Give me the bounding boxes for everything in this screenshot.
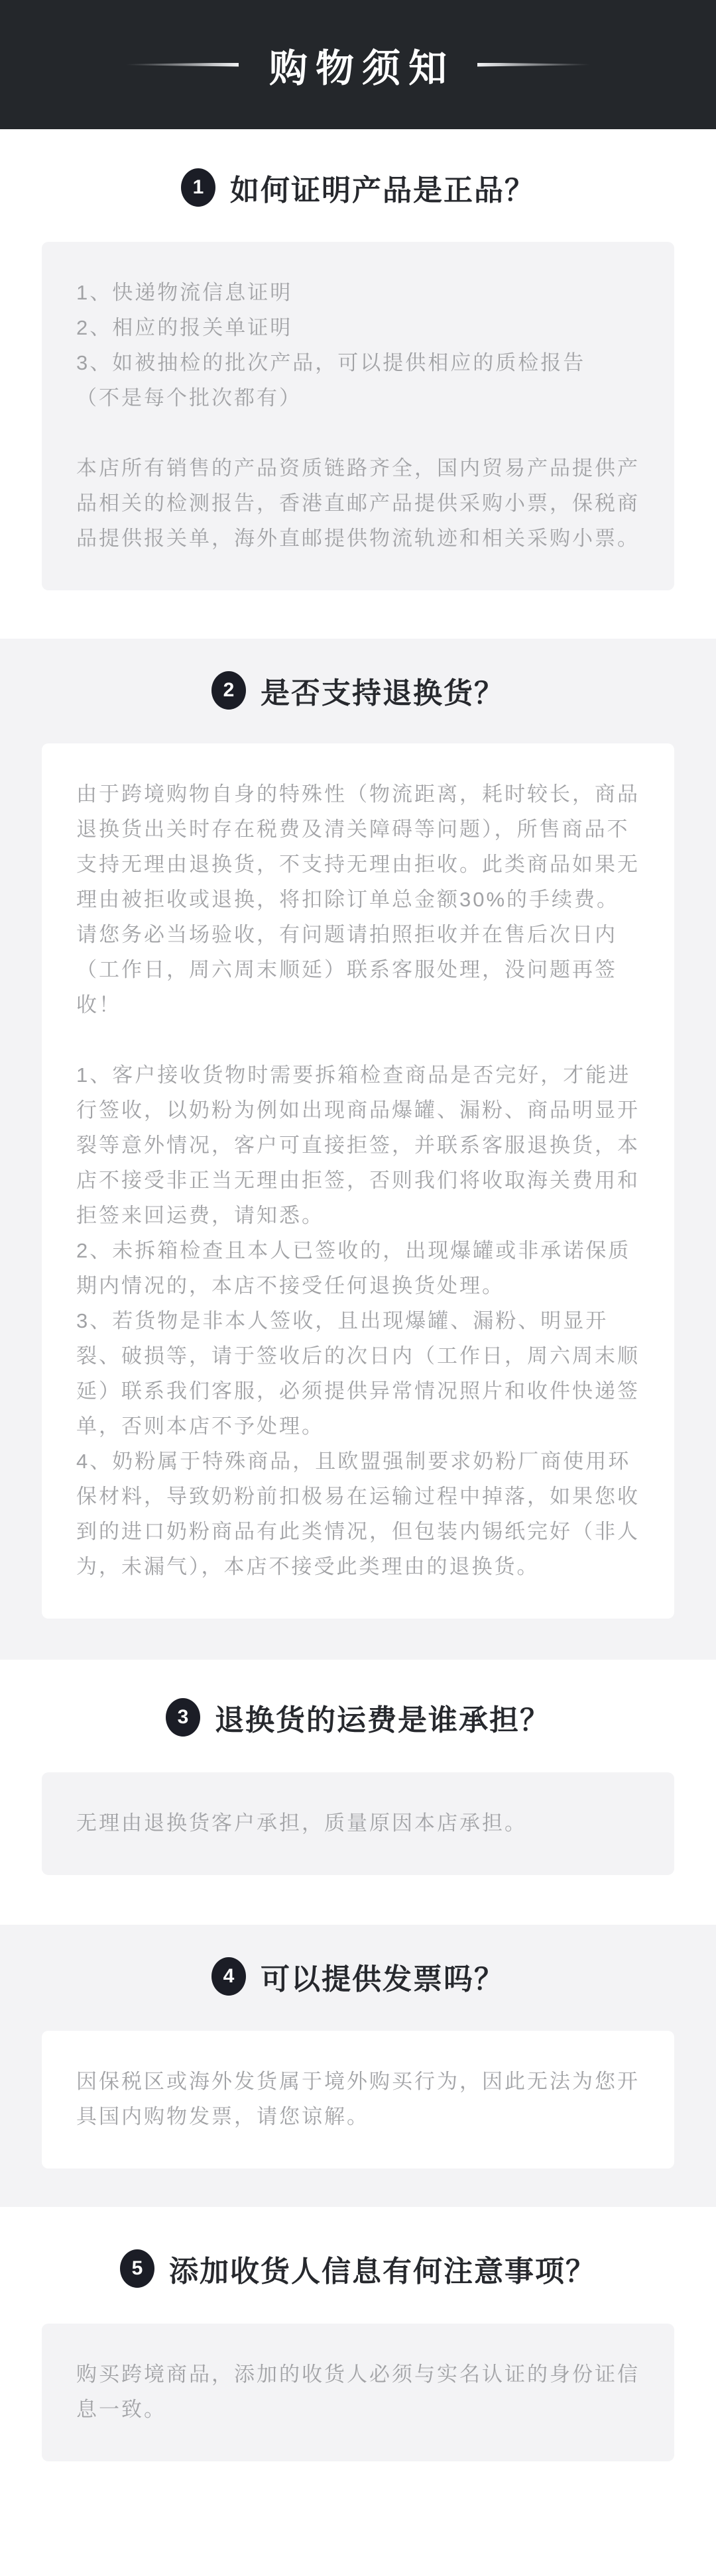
page-title: 购物须知 — [268, 46, 455, 90]
paragraph — [76, 777, 640, 1022]
paragraph — [76, 1057, 640, 1584]
paragraph — [76, 275, 640, 415]
section-5-title-row — [0, 2247, 716, 2290]
notice-text-line: 2、相应的报关单证明 — [76, 316, 293, 339]
section-4-title-row — [0, 1955, 716, 1998]
section-shipping-fee — [0, 1696, 716, 1875]
notice-text-line: 2、未拆箱检查且本人已签收的，出现爆罐或非承诺保质期内情况的，本店不接受任何退换货处理。 — [76, 1239, 631, 1297]
section-2-number-badge: 2 — [211, 671, 246, 710]
section-2-title: 是否支持退换货？ — [261, 677, 505, 710]
section-5-number-badge: 5 — [120, 2249, 154, 2288]
header-decor-line-right — [477, 63, 590, 67]
section-4-title: 可以提供发票吗？ — [261, 1963, 505, 1996]
section-1-title: 如何证明产品是正品？ — [230, 174, 535, 207]
section-5-title: 添加收货人信息有何注意事项？ — [169, 2255, 596, 2288]
section-4-notice-box — [42, 2031, 674, 2169]
section-returns — [0, 639, 716, 1660]
section-3-notice-box — [42, 1772, 674, 1875]
notice-text-line: 由于跨境购物自身的特殊性（物流距离，耗时较长，商品退换货出关时存在税费及清关障碍等问题），所售商品不支持无理由退换货，不支持无理由拒收。此类商品如果无理由被拒收或退换，将扣除订单总金额30%的手续费。请您务必当场验收，有问题请拍照拒收并在售后次日内（工作日，周六周末顺延）联系客服处理，没问题再签收！ — [76, 782, 640, 1016]
section-1-number-badge: 1 — [181, 168, 215, 207]
section-3-title: 退换货的运费是谁承担？ — [215, 1704, 550, 1737]
section-3-number-badge: 3 — [166, 1698, 200, 1737]
notice-text-line: （不是每个批次都有） — [76, 386, 302, 409]
paragraph — [76, 1805, 640, 1841]
notice-text-line: 因保税区或海外发货属于境外购买行为，因此无法为您开具国内购物发票，请您谅解。 — [76, 2070, 640, 2128]
notice-text-line: 1、客户接收货物时需要拆箱检查商品是否完好，才能进行签收，以奶粉为例如出现商品爆罐、漏粉、商品明显开裂等意外情况，客户可直接拒签，并联系客服退换货，本店不接受非正当无理由拒签，否则我们将收取海关费用和拒签来回运费，请知悉。 — [76, 1063, 640, 1227]
section-recipient-info — [0, 2247, 716, 2461]
notice-text-line: 4、奶粉属于特殊商品，且欧盟强制要求奶粉厂商使用环保材料，导致奶粉前扣极易在运输过程中掉落，如果您收到的进口奶粉商品有此类情况，但包装内锡纸完好（非人为，未漏气），本店不接受此类理由的退换货。 — [76, 1450, 640, 1578]
notice-text-line: 1、快递物流信息证明 — [76, 281, 293, 304]
section-1-title-row — [0, 166, 716, 209]
section-3-title-row — [0, 1696, 716, 1739]
paragraph — [76, 451, 640, 556]
section-4-number-badge: 4 — [211, 1957, 246, 1996]
paragraph — [76, 2357, 640, 2427]
section-invoice — [0, 1925, 716, 2207]
notice-text-line: 无理由退换货客户承担，质量原因本店承担。 — [76, 1811, 527, 1835]
notice-text-line: 购买跨境商品，添加的收货人必须与实名认证的身份证信息一致。 — [76, 2363, 640, 2421]
section-2-notice-box — [42, 743, 674, 1619]
notice-text-line: 3、如被抽检的批次产品，可以提供相应的质检报告 — [76, 351, 586, 374]
page-header — [0, 0, 716, 129]
section-2-title-row — [0, 669, 716, 712]
section-authenticity — [0, 166, 716, 590]
notice-text-line: 3、若货物是非本人签收，且出现爆罐、漏粉、明显开裂、破损等，请于签收后的次日内（工作日，周六周末顺延）联系我们客服，必须提供异常情况照片和收件快递签单，否则本店不予处理。 — [76, 1309, 640, 1438]
paragraph — [76, 2064, 640, 2134]
notice-text-line: 本店所有销售的产品资质链路齐全，国内贸易产品提供产品相关的检测报告，香港直邮产品提供采购小票，保税商品提供报关单，海外直邮提供物流轨迹和相关采购小票。 — [76, 456, 640, 550]
section-5-notice-box — [42, 2324, 674, 2461]
header-decor-line-left — [126, 63, 239, 67]
section-1-notice-box — [42, 242, 674, 590]
